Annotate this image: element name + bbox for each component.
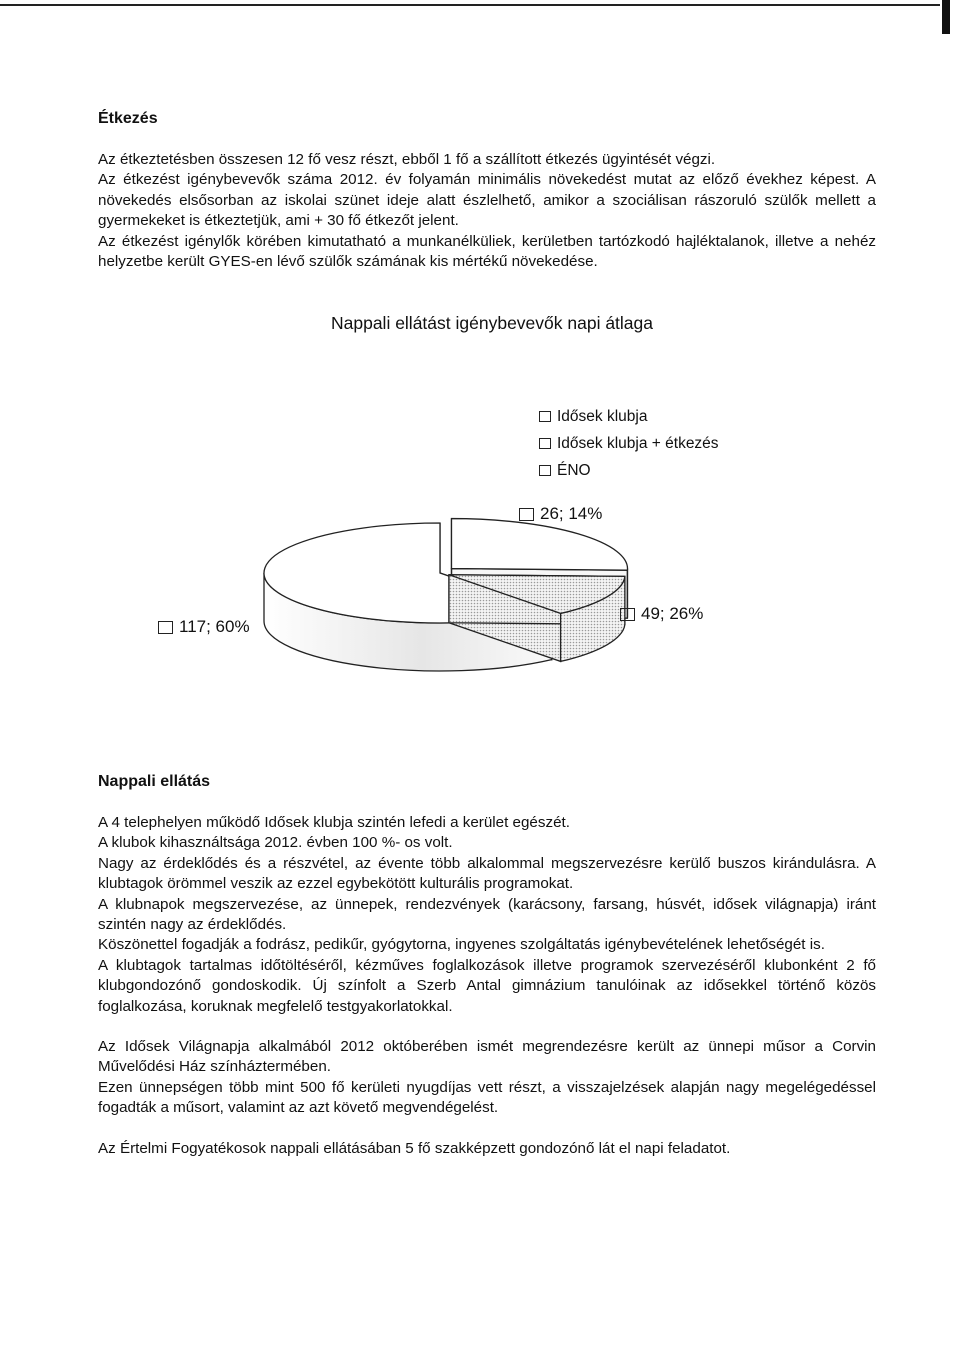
paragraph: A 4 telephelyen működő Idősek klubja szintén lefedi a kerület egészét. — [98, 814, 570, 831]
paragraph: Az étkezést igénylők körében kimutatható a munkanélküliek, kerületben tartózkodó hajléktalanok, illetve a nehéz helyzetbe került GYES-en lévő szülők számának kis mértékű növekedése. — [98, 232, 876, 271]
legend-item — [539, 430, 719, 457]
paragraph: Az Értelmi Fogyatékosok nappali ellátásában 5 fő szakképzett gondozónő lát el napi feladatot. — [98, 1139, 731, 1157]
legend-item — [539, 403, 719, 430]
paragraph: Nagy az érdeklődés és a részvétel, az évente több alkalommal megszervezésre kerülő buszos kirándulásra. A klubtagok örömmel veszik az ezzel egybekötött kulturális programokat. — [98, 854, 876, 893]
paragraph: Az Idősek Világnapja alkalmából 2012 októberében ismét megrendezésre került az ünnepi műsor a Corvin Művelődési Ház színháztermében. — [98, 1038, 876, 1076]
paragraph: A klubtagok tartalmas időtöltéséről, kézműves foglalkozások illetve programok szervezéséről klubonként 2 fő klubgondozónő gondoskodik. Új színfolt a Szerb Antal gimnázium tanulóinak az idősekkel történő közös foglalkozása, koruknak megfelelő testgyakorlatokkal. — [98, 956, 876, 1015]
paragraph: Az étkezést igénybevevők száma 2012. év folyamán minimális növekedést mutat az előző évekhez képest. A növekedés elsősorban az iskolai szünet ideje alatt észlelhető, amikor a szociálisan rászoruló szülők mellett a gyermekeket is étkeztetjük, ami + 30 fő étkezőt jelent. — [98, 171, 876, 230]
section-nappali — [98, 771, 876, 1159]
legend-swatch — [539, 438, 551, 449]
legend-label: Idősek klubja + étkezés — [557, 434, 719, 452]
pie-chart — [98, 305, 876, 675]
paragraph: Az étkeztetésben összesen 12 fő vesz részt, ebből 1 fő a szállított étkezés ügyintését végzi. — [98, 151, 716, 168]
pie-slices — [264, 519, 627, 671]
paragraph: A klubok kihasználtsága 2012. évben 100 %- os volt. — [98, 834, 453, 852]
data-label-klubja-etkezes: 49; 26% — [620, 604, 703, 624]
chart-legend — [539, 403, 719, 484]
paragraph: Ezen ünnepségen több mint 500 fő kerületi nyugdíjas vett részt, a visszajelzések alapján nagy megelégedéssel fogadták a műsort, valamint az azt követő megvendégelést. — [98, 1078, 876, 1117]
legend-label: ÉNO — [557, 461, 591, 479]
legend-item — [539, 457, 719, 484]
chart-title: Nappali ellátást igénybevevők napi átlaga — [330, 313, 654, 333]
section-etkezes — [98, 108, 876, 272]
heading-etkezes: Étkezés — [98, 110, 158, 127]
heading-nappali: Nappali ellátás — [98, 773, 211, 790]
paragraph: Köszönettel fogadják a fodrász, pedikűr, gyógytorna, ingyenes szolgáltatás igénybevételének lehetőségét is. — [98, 936, 825, 954]
data-label-idosek-klubja: 117; 60% — [158, 617, 250, 637]
legend-label: Idősek klubja — [557, 407, 648, 425]
paragraph: A klubnapok megszervezése, az ünnepek, rendezvények (karácsony, farsang, húsvét, idősek világnapja) iránt szintén nagy az érdeklődés. — [98, 895, 876, 934]
corner-mark — [942, 0, 950, 34]
top-border-line — [0, 4, 940, 6]
legend-swatch — [539, 465, 551, 476]
data-label-eno: 26; 14% — [519, 504, 602, 524]
legend-swatch — [539, 411, 551, 422]
